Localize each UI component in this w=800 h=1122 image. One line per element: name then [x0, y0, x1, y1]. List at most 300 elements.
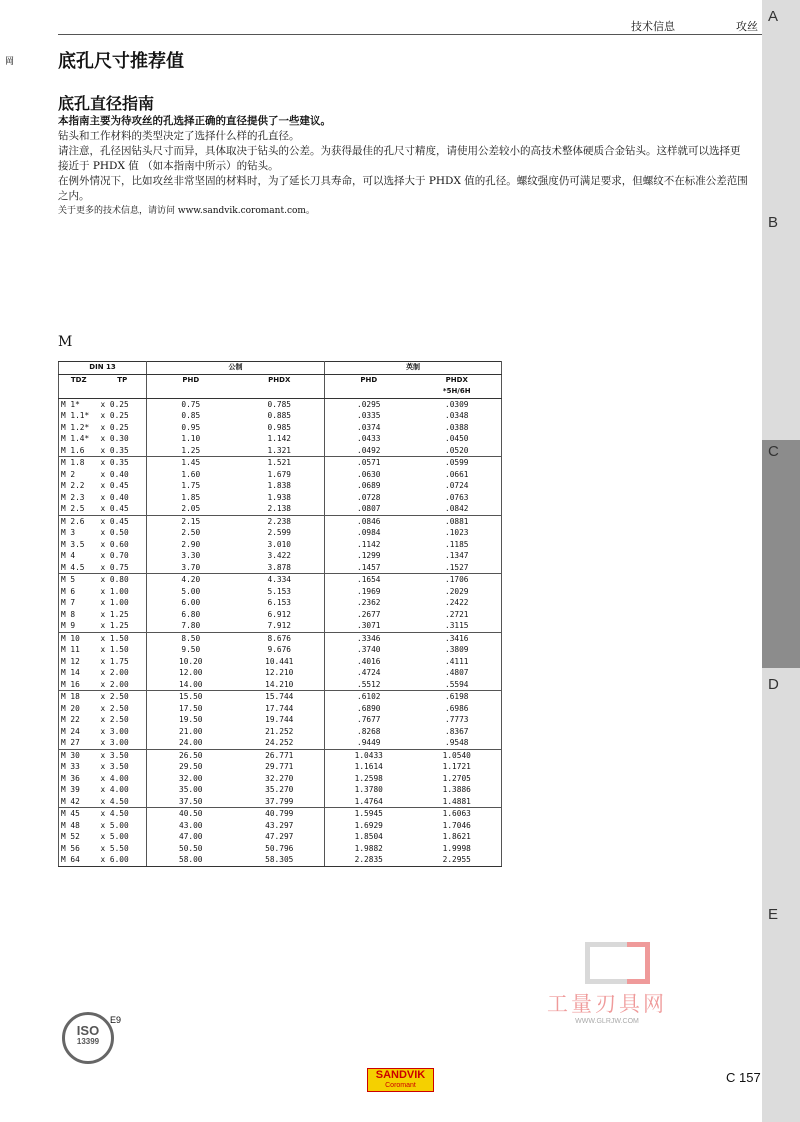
iso-number: 13399: [76, 1037, 100, 1046]
cell-phd-imperial: .3346: [325, 632, 413, 644]
cell-tp: x 3.50: [99, 761, 147, 773]
cell-phd-imperial: .0728: [357, 492, 381, 502]
cell-phd-metric: 9.50: [181, 645, 201, 654]
table-row: [59, 632, 502, 644]
cell-tp: x 2.50: [99, 703, 147, 715]
tap-drill-table: [58, 361, 502, 867]
table-label: M: [58, 334, 73, 350]
cell-tp: x 5.00: [99, 820, 147, 832]
cell-phd-metric: 1.25: [181, 445, 201, 455]
cell-tp: x 6.00: [99, 854, 147, 866]
cell-phdx-metric: 1.321: [235, 445, 325, 457]
cell-tp: x 0.70: [99, 550, 147, 562]
cell-phdx-metric: 58.305: [235, 854, 325, 866]
cell-tp: x 4.00: [99, 773, 147, 785]
cell-phdx-metric: 15.744: [235, 691, 325, 703]
cell-tdz: M 5: [59, 574, 99, 586]
cell-tp: x 0.50: [99, 527, 147, 539]
cell-phd-imperial: .6102: [325, 691, 413, 703]
iso-code: E9: [110, 1015, 122, 1025]
cell-phdx-imperial: .7773: [413, 714, 502, 726]
cell-phd-imperial: .0335: [357, 411, 381, 420]
cell-tdz: M 27: [59, 737, 99, 749]
table-row: [59, 831, 502, 843]
table-row: [59, 550, 502, 562]
table-row: [59, 527, 502, 539]
cell-phd-imperial: 1.5945: [325, 808, 413, 820]
cell-tp: x 0.40: [99, 492, 147, 504]
cell-phd-imperial: 2.2835: [325, 854, 413, 866]
cell-phdx-imperial: 1.4881: [413, 796, 502, 808]
table-row: [59, 422, 502, 434]
cell-tdz: M 2.6: [59, 515, 99, 527]
cell-tp: x 1.75: [99, 656, 147, 668]
cell-tp: x 3.50: [99, 749, 147, 761]
cell-phd-imperial: 1.1614: [354, 762, 383, 771]
cell-phd-metric: 50.50: [179, 843, 203, 853]
intro-paragraph-3: 在例外情况下，比如攻丝非常坚固的材料时，为了延长刀具寿命，可以选择大于 PHDX 值的孔径。螺纹强度仍可满足要求，但螺纹不在标准公差范围之内。: [58, 175, 748, 202]
cell-tp: x 0.35: [99, 445, 147, 457]
cell-tp: x 1.25: [99, 620, 147, 632]
cell-phd-imperial: .7677: [357, 715, 381, 724]
tab-a[interactable]: A: [768, 8, 779, 25]
cell-tdz: M 7: [59, 597, 99, 609]
cell-phdx-metric: 21.252: [235, 726, 325, 738]
cell-tdz: M 1.8: [59, 457, 99, 469]
cell-tdz: M 4: [59, 550, 99, 562]
cell-tdz: M 22: [59, 714, 99, 726]
cell-phd-metric: 3.30: [181, 551, 201, 560]
table-row: [59, 445, 502, 457]
cell-phd-metric: 1.85: [181, 492, 201, 502]
cell-tp: x 2.00: [99, 679, 147, 691]
cell-tdz: M 1*: [59, 398, 99, 410]
cell-tdz: M 1.4*: [59, 433, 99, 445]
table-row: [59, 796, 502, 808]
cell-phd-imperial: .0374: [357, 422, 381, 432]
cell-phdx-imperial: 1.1721: [413, 761, 502, 773]
cell-phd-imperial: .0807: [357, 504, 381, 513]
cell-phd-metric: 1.75: [181, 481, 201, 490]
tab-d[interactable]: D: [768, 676, 779, 693]
intro-paragraph-2: 请注意，孔径因钻头尺寸而异，具体取决于钻头的公差。为获得最佳的孔尺寸精度，请使用公差较小的高技术整体硬质合金钻头。这样就可以选择更接近于 PHDX 值 （如本指南中所示）的钻头。: [58, 145, 741, 172]
cell-tdz: M 11: [59, 644, 99, 656]
table-row: [59, 562, 502, 574]
side-glyph: 岡: [3, 56, 13, 65]
page-number: C 157: [726, 1070, 761, 1085]
cell-phdx-imperial: .3115: [413, 620, 502, 632]
cell-phdx-imperial: .4111: [413, 656, 502, 668]
cell-phdx-imperial: .0388: [413, 422, 502, 434]
cell-phdx-metric: 32.270: [235, 773, 325, 785]
col-header-tdz: TDZ: [59, 374, 99, 398]
table-row: [59, 749, 502, 761]
cell-tdz: M 33: [59, 761, 99, 773]
table-row: [59, 539, 502, 551]
cell-phd-metric: 6.00: [181, 598, 201, 607]
cell-phd-imperial: .4724: [357, 668, 381, 677]
watermark: [537, 942, 677, 1025]
table-row: [59, 492, 502, 504]
watermark-text: 工量刃具网: [547, 992, 667, 1016]
cell-tdz: M 39: [59, 784, 99, 796]
cell-tp: x 1.50: [99, 632, 147, 644]
cell-phdx-imperial: .0763: [413, 492, 502, 504]
cell-phd-imperial: .1299: [357, 551, 381, 560]
cell-phd-metric: 8.50: [147, 632, 235, 644]
cell-phd-imperial: .5512: [357, 679, 381, 689]
active-tab-highlight: [762, 440, 800, 668]
cell-phdx-imperial: .2721: [413, 609, 502, 621]
cell-phdx-imperial: .2029: [413, 586, 502, 598]
cell-phdx-imperial: .0724: [413, 480, 502, 492]
cell-phdx-imperial: .3416: [413, 632, 502, 644]
cell-phdx-imperial: .6198: [413, 691, 502, 703]
cell-phd-metric: 10.20: [179, 656, 203, 666]
cell-tp: x 0.25: [99, 398, 147, 410]
cell-phdx-metric: 50.796: [235, 843, 325, 855]
cell-tdz: M 48: [59, 820, 99, 832]
cell-phd-metric: 12.00: [179, 668, 203, 677]
group-header-imperial: 英制: [325, 362, 502, 375]
cell-tp: x 0.75: [99, 562, 147, 574]
sandvik-logo: [367, 1068, 434, 1092]
table-row: [59, 469, 502, 481]
table-row: [59, 843, 502, 855]
table-row: [59, 820, 502, 832]
cell-phdx-metric: 2.138: [235, 503, 325, 515]
cell-phd-metric: 21.00: [179, 726, 203, 736]
watermark-logo-icon: [585, 942, 630, 984]
cell-phdx-imperial: 1.8621: [413, 831, 502, 843]
cell-phdx-imperial: .0309: [413, 398, 502, 410]
page-title: 底孔尺寸推荐值: [58, 51, 184, 72]
cell-phd-imperial: 1.4764: [354, 796, 383, 806]
tab-c[interactable]: C: [768, 443, 779, 460]
table-row: [59, 854, 502, 866]
cell-tp: x 0.35: [99, 457, 147, 469]
cell-phdx-metric: 7.912: [235, 620, 325, 632]
cell-phdx-imperial: 2.2955: [413, 854, 502, 866]
cell-phdx-imperial: .1706: [413, 574, 502, 586]
cell-tdz: M 2: [59, 469, 99, 481]
cell-phdx-imperial: .0881: [413, 515, 502, 527]
table-row: [59, 480, 502, 492]
cell-tdz: M 56: [59, 843, 99, 855]
cell-phd-imperial: .0295: [325, 398, 413, 410]
table-row: [59, 667, 502, 679]
cell-phd-metric: 6.80: [181, 609, 201, 619]
cell-tdz: M 2.5: [59, 503, 99, 515]
cell-phd-metric: 2.50: [181, 528, 201, 537]
cell-tdz: M 16: [59, 679, 99, 691]
cell-phd-metric: 3.70: [181, 562, 201, 572]
cell-phd-imperial: .8268: [357, 726, 381, 736]
cell-phdx-metric: 12.210: [235, 667, 325, 679]
cell-tdz: M 9: [59, 620, 99, 632]
cell-phdx-imperial: 1.3886: [413, 784, 502, 796]
cell-tp: x 4.50: [99, 808, 147, 820]
cell-phdx-imperial: .0599: [413, 457, 502, 469]
cell-tp: x 2.00: [99, 667, 147, 679]
cell-tp: x 1.25: [99, 609, 147, 621]
cell-tp: x 1.00: [99, 586, 147, 598]
table-row: [59, 644, 502, 656]
cell-phdx-imperial: .4807: [413, 667, 502, 679]
iso-seal: [62, 1012, 114, 1064]
cell-phdx-imperial: 1.2705: [413, 773, 502, 785]
cell-phdx-imperial: 1.0540: [413, 749, 502, 761]
cell-phdx-imperial: 1.9998: [413, 843, 502, 855]
header-category: 技术信息: [631, 20, 675, 33]
table-body: [59, 398, 502, 866]
cell-phdx-metric: 47.297: [235, 831, 325, 843]
cell-phdx-imperial: .6986: [413, 703, 502, 715]
cell-phd-metric: 24.00: [179, 738, 203, 747]
cell-phdx-metric: 1.142: [235, 433, 325, 445]
watermark-url: WWW.GLRJW.COM: [575, 1018, 639, 1025]
table-row: [59, 703, 502, 715]
cell-tdz: M 1.1*: [59, 410, 99, 422]
cell-phdx-imperial: .1347: [413, 550, 502, 562]
cell-phdx-metric: 2.599: [235, 527, 325, 539]
cell-tdz: M 12: [59, 656, 99, 668]
cell-phd-metric: 17.50: [179, 703, 203, 713]
table-row: [59, 597, 502, 609]
cell-phd-metric: 37.50: [179, 796, 203, 806]
table-row: [59, 433, 502, 445]
logo-line-1: SANDVIK: [375, 1069, 426, 1081]
cell-phd-imperial: .2677: [357, 609, 381, 619]
cell-phdx-imperial: .0450: [413, 433, 502, 445]
tab-e[interactable]: E: [768, 906, 779, 923]
cell-phd-imperial: .0846: [325, 515, 413, 527]
cell-phdx-metric: 3.010: [235, 539, 325, 551]
cell-phd-metric: 1.10: [181, 434, 201, 443]
cell-phd-imperial: .0433: [357, 434, 381, 443]
group-header-din: DIN 13: [59, 362, 147, 375]
cell-phdx-metric: 4.334: [235, 574, 325, 586]
cell-phd-metric: 0.75: [147, 398, 235, 410]
cell-tp: x 0.45: [99, 480, 147, 492]
cell-tdz: M 20: [59, 703, 99, 715]
group-header-metric: 公制: [147, 362, 325, 375]
cell-phdx-metric: 1.938: [235, 492, 325, 504]
cell-phdx-metric: 10.441: [235, 656, 325, 668]
cell-tdz: M 1.6: [59, 445, 99, 457]
tab-b[interactable]: B: [768, 214, 779, 231]
cell-phdx-metric: 19.744: [235, 714, 325, 726]
cell-tp: x 0.30: [99, 433, 147, 445]
cell-phd-imperial: .0689: [357, 481, 381, 490]
cell-phdx-metric: 2.238: [235, 515, 325, 527]
cell-phd-metric: 0.95: [181, 422, 201, 432]
cell-phdx-imperial: .0661: [413, 469, 502, 481]
cell-phd-imperial: .9449: [357, 738, 381, 747]
cell-tp: x 1.00: [99, 597, 147, 609]
cell-tp: x 1.50: [99, 644, 147, 656]
section-title: 底孔直径指南: [58, 94, 155, 113]
cell-phdx-metric: 8.676: [235, 632, 325, 644]
cell-phdx-metric: 14.210: [235, 679, 325, 691]
cell-phd-imperial: 1.6929: [354, 820, 383, 830]
cell-tdz: M 52: [59, 831, 99, 843]
cell-tp: x 0.80: [99, 574, 147, 586]
cell-phd-imperial: .1142: [357, 539, 381, 549]
cell-phdx-metric: 9.676: [235, 644, 325, 656]
cell-phdx-metric: 0.785: [235, 398, 325, 410]
cell-phdx-imperial: .0520: [413, 445, 502, 457]
cell-phd-metric: 58.00: [147, 854, 235, 866]
cell-phdx-metric: 26.771: [235, 749, 325, 761]
col-header-phd-metric: PHD: [147, 374, 235, 398]
intro-paragraph-4: 关于更多的技术信息，请访问 www.sandvik.coromant.com。: [58, 206, 315, 216]
intro-text: [58, 114, 748, 219]
cell-phd-imperial: .3740: [357, 645, 381, 654]
cell-tp: x 4.00: [99, 784, 147, 796]
table-row: [59, 784, 502, 796]
cell-tdz: M 42: [59, 796, 99, 808]
cell-phdx-metric: 17.744: [235, 703, 325, 715]
table-row: [59, 761, 502, 773]
cell-tdz: M 4.5: [59, 562, 99, 574]
cell-phdx-metric: 1.521: [235, 457, 325, 469]
table-row: [59, 808, 502, 820]
cell-phd-metric: 2.90: [181, 539, 201, 549]
cell-phd-metric: 1.45: [147, 457, 235, 469]
cell-phdx-metric: 0.985: [235, 422, 325, 434]
table-row: [59, 410, 502, 422]
cell-tp: x 0.25: [99, 422, 147, 434]
cell-phd-imperial: .6890: [357, 703, 381, 713]
cell-phd-imperial: .0984: [357, 528, 381, 537]
cell-phd-metric: 47.00: [179, 832, 203, 841]
section-tabs: [762, 0, 800, 1122]
col-header-phdx-imperial: PHDX *5H/6H: [413, 374, 502, 398]
cell-phdx-imperial: .1527: [413, 562, 502, 574]
cell-phdx-metric: 6.912: [235, 609, 325, 621]
cell-tdz: M 18: [59, 691, 99, 703]
cell-tp: x 3.00: [99, 737, 147, 749]
cell-tdz: M 30: [59, 749, 99, 761]
cell-tp: x 5.00: [99, 831, 147, 843]
cell-phdx-imperial: .1023: [413, 527, 502, 539]
cell-phd-imperial: 1.2598: [354, 773, 383, 783]
col-header-tp: TP: [99, 374, 147, 398]
cell-tp: x 2.50: [99, 691, 147, 703]
cell-phd-imperial: .4016: [357, 656, 381, 666]
table-row: [59, 457, 502, 469]
cell-tdz: M 1.2*: [59, 422, 99, 434]
intro-lead: 本指南主要为待攻丝的孔选择正确的直径提供了一些建议。: [58, 115, 331, 127]
cell-phd-metric: 29.50: [179, 762, 203, 771]
table-row: [59, 620, 502, 632]
cell-tp: x 0.45: [99, 503, 147, 515]
cell-tdz: M 6: [59, 586, 99, 598]
cell-tdz: M 24: [59, 726, 99, 738]
cell-phd-metric: 19.50: [179, 715, 203, 724]
table-row: [59, 773, 502, 785]
cell-phd-metric: 4.20: [147, 574, 235, 586]
cell-phd-imperial: .2362: [357, 598, 381, 607]
cell-phdx-imperial: .1185: [413, 539, 502, 551]
cell-phdx-metric: 35.270: [235, 784, 325, 796]
header-rule: [58, 34, 762, 35]
cell-tdz: M 3.5: [59, 539, 99, 551]
cell-phdx-metric: 3.422: [235, 550, 325, 562]
cell-phd-metric: 5.00: [181, 586, 201, 596]
table-row: [59, 691, 502, 703]
cell-phd-metric: 2.15: [147, 515, 235, 527]
col-header-phdx-metric: PHDX: [235, 374, 325, 398]
cell-phd-metric: 26.50: [147, 749, 235, 761]
cell-tp: x 0.40: [99, 469, 147, 481]
table-row: [59, 714, 502, 726]
cell-tdz: M 45: [59, 808, 99, 820]
cell-tp: x 0.25: [99, 410, 147, 422]
cell-tdz: M 2.2: [59, 480, 99, 492]
col-header-phd-imperial: PHD: [325, 374, 413, 398]
cell-phd-imperial: .3071: [357, 621, 381, 630]
cell-tdz: M 8: [59, 609, 99, 621]
cell-phd-imperial: .0630: [357, 469, 381, 479]
cell-phd-imperial: 1.9882: [354, 843, 383, 853]
cell-phd-metric: 43.00: [179, 820, 203, 830]
cell-phdx-metric: 43.297: [235, 820, 325, 832]
cell-phdx-metric: 1.679: [235, 469, 325, 481]
cell-tdz: M 64: [59, 854, 99, 866]
cell-phdx-imperial: .0842: [413, 503, 502, 515]
cell-phd-imperial: 1.8504: [354, 832, 383, 841]
iso-word: ISO: [76, 1023, 100, 1038]
cell-tp: x 0.45: [99, 515, 147, 527]
cell-tdz: M 2.3: [59, 492, 99, 504]
cell-phd-imperial: .1457: [357, 562, 381, 572]
cell-phdx-imperial: 1.7046: [413, 820, 502, 832]
cell-phdx-metric: 6.153: [235, 597, 325, 609]
cell-phdx-imperial: .0348: [413, 410, 502, 422]
cell-phd-imperial: .0571: [325, 457, 413, 469]
cell-phd-metric: 2.05: [181, 504, 201, 513]
cell-phd-metric: 15.50: [147, 691, 235, 703]
cell-phd-metric: 35.00: [179, 785, 203, 794]
logo-line-2: Coromant: [385, 1082, 416, 1089]
table-row: [59, 574, 502, 586]
table-row: [59, 737, 502, 749]
table-row: [59, 726, 502, 738]
cell-phd-imperial: 1.3780: [354, 785, 383, 794]
table-row: [59, 609, 502, 621]
cell-phdx-metric: 3.878: [235, 562, 325, 574]
cell-phdx-imperial: .5594: [413, 679, 502, 691]
cell-phdx-imperial: .3809: [413, 644, 502, 656]
table-row: [59, 679, 502, 691]
cell-tp: x 3.00: [99, 726, 147, 738]
cell-phdx-metric: 5.153: [235, 586, 325, 598]
cell-tdz: M 14: [59, 667, 99, 679]
cell-tdz: M 3: [59, 527, 99, 539]
cell-phdx-metric: 0.885: [235, 410, 325, 422]
cell-tp: x 5.50: [99, 843, 147, 855]
table-row: [59, 586, 502, 598]
cell-phdx-metric: 24.252: [235, 737, 325, 749]
cell-tp: x 0.60: [99, 539, 147, 551]
cell-phd-metric: 40.50: [147, 808, 235, 820]
cell-tdz: M 36: [59, 773, 99, 785]
cell-phdx-imperial: 1.6063: [413, 808, 502, 820]
header-topic: 攻丝: [736, 20, 758, 33]
table-row: [59, 503, 502, 515]
